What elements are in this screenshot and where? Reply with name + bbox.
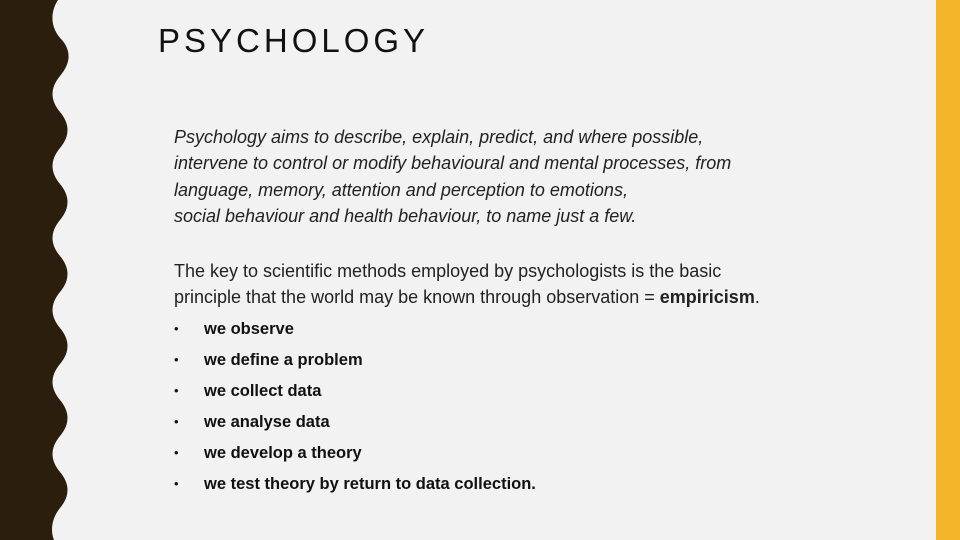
intro-paragraph bbox=[174, 124, 814, 229]
bullet-text: we develop a theory bbox=[204, 444, 362, 462]
intro-line-3: language, memory, attention and perception to emotions, bbox=[174, 179, 628, 200]
right-accent-bar bbox=[936, 0, 960, 540]
left-wavy-band bbox=[0, 0, 72, 540]
bullet-dot: • bbox=[174, 445, 179, 460]
bullet-text: we define a problem bbox=[204, 351, 363, 369]
method-paragraph bbox=[174, 258, 854, 311]
wavy-band-shape bbox=[0, 0, 69, 540]
bullet-dot: • bbox=[174, 414, 179, 429]
bullet-text: we test theory by return to data collection. bbox=[204, 475, 536, 493]
bullet-dot: • bbox=[174, 383, 179, 398]
bullet-text: we observe bbox=[204, 320, 294, 338]
bullet-text: we collect data bbox=[204, 382, 322, 400]
bullet-dot: • bbox=[174, 476, 179, 491]
method-line-2-suffix: . bbox=[754, 287, 760, 308]
bullet-text: we analyse data bbox=[204, 413, 330, 431]
intro-line-4: social behaviour and health behaviour, to name just a few. bbox=[174, 205, 637, 226]
method-line-1: The key to scientific methods employed by psychologists is the basic bbox=[174, 261, 722, 281]
intro-line-2: intervene to control or modify behavioural and mental processes, from bbox=[174, 153, 732, 174]
method-line-2-prefix: principle that the world may be known through observation = bbox=[174, 287, 660, 308]
bullet-dot: • bbox=[174, 321, 179, 336]
intro-line-1: Psychology aims to describe, explain, predict, and where possible, bbox=[174, 127, 704, 147]
empiricism-term: empiricism bbox=[659, 287, 755, 308]
slide-title: PSYCHOLOGY bbox=[158, 22, 430, 59]
bullet-dot: • bbox=[174, 352, 179, 367]
method-line-2 bbox=[174, 284, 854, 310]
